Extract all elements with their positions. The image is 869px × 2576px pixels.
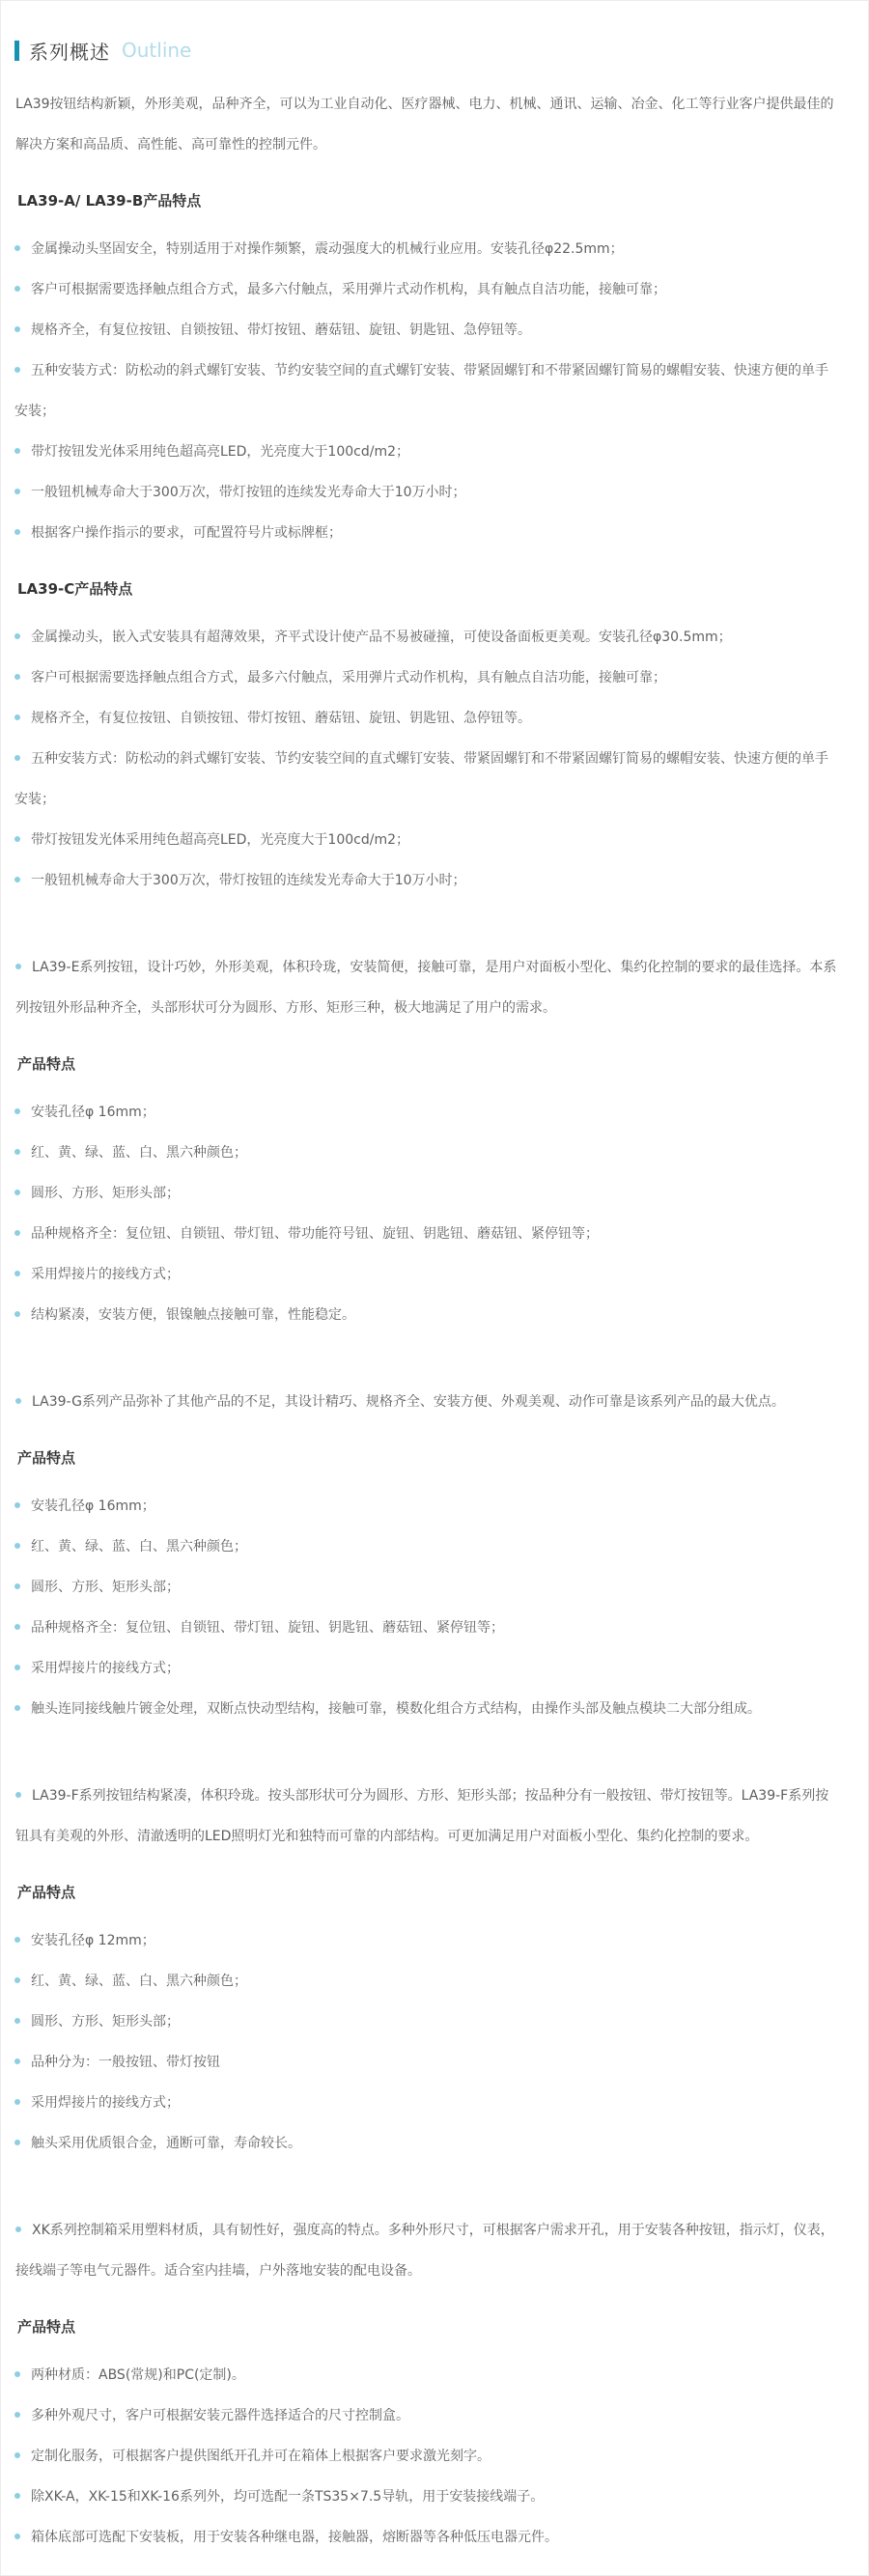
bullet-dot-icon	[14, 2018, 20, 2024]
intro-text: LA39按钮结构新颖，外形美观，品种齐全，可以为工业自动化、医疗器械、电力、机械、通讯、运输、冶金、化工等行业客户提供最佳的解决方案和高品质、高性能、高可靠性的控制元件。	[15, 97, 834, 153]
intro-text: XK系列控制箱采用塑料材质，具有韧性好，强度高的特点。多种外形尺寸，可根据客户需求开孔，用于安装各种按钮，指示灯，仪表，接线端子等电气元器件。适合室内挂墙，户外落地安装的配电设备。	[15, 2223, 834, 2279]
bullet-dot-icon	[14, 674, 20, 680]
feature-text: 多种外观尺寸，客户可根据安装元器件选择适合的尺寸控制盒。	[31, 2408, 409, 2423]
bullet-dot-icon	[14, 633, 20, 639]
bullet-dot-icon	[14, 1311, 20, 1317]
feature-item	[14, 860, 839, 901]
bullet-dot-icon	[14, 714, 20, 720]
feature-item	[14, 1526, 839, 1567]
feature-list	[14, 1920, 839, 2164]
feature-item	[14, 1689, 839, 1729]
intro-text: LA39-F系列按钮结构紧凑，体积玲珑。按头部形状可分为圆形、方形、矩形头部；按品种分有一般按钮、带灯按钮等。LA39-F系列按钮具有美观的外形、清澈透明的LED照明灯光和独特而可靠的内部结构。可更加满足用户对面板小型化、集约化控制的要求。	[15, 1788, 829, 1844]
bullet-dot-icon	[14, 836, 20, 842]
section-heading: 产品特点	[17, 1055, 76, 1073]
feature-item	[14, 698, 839, 739]
feature-item	[14, 432, 839, 472]
feature-text: 采用焊接片的接线方式；	[31, 1661, 180, 1676]
feature-item	[14, 820, 839, 860]
bullet-dot-icon	[14, 1230, 20, 1236]
feature-item	[14, 1961, 839, 2002]
feature-item	[14, 350, 839, 432]
series-intro	[15, 1382, 839, 1422]
section-heading: LA39-C产品特点	[17, 580, 133, 598]
feature-item	[14, 617, 839, 658]
bullet-dot-icon	[15, 1792, 21, 1798]
bullet-dot-icon	[14, 1271, 20, 1276]
feature-text: 安装孔径φ 16mm；	[31, 1105, 155, 1120]
feature-item	[14, 1254, 839, 1295]
feature-text: 金属操动头坚固安全，特别适用于对操作频繁，震动强度大的机械行业应用。安装孔径φ22.5mm；	[31, 241, 624, 257]
feature-text: 品种分为：一般按钮、带灯按钮	[31, 2055, 220, 2070]
bullet-dot-icon	[14, 1937, 20, 1943]
feature-item	[14, 1567, 839, 1608]
feature-list	[14, 617, 839, 901]
feature-text: 带灯按钮发光体采用纯色超高亮LED，光亮度大于100cd/m2；	[31, 444, 409, 460]
feature-text: 一般钮机械寿命大于300万次，带灯按钮的连续发光寿命大于10万小时；	[31, 485, 466, 500]
feature-item	[14, 1486, 839, 1526]
section-heading: 产品特点	[17, 2318, 76, 2336]
bullet-dot-icon	[14, 326, 20, 332]
feature-item	[14, 2083, 839, 2123]
feature-text: 带灯按钮发光体采用纯色超高亮LED，光亮度大于100cd/m2；	[31, 832, 409, 848]
feature-text: 一般钮机械寿命大于300万次，带灯按钮的连续发光寿命大于10万小时；	[31, 873, 466, 888]
bullet-dot-icon	[14, 1108, 20, 1114]
bullet-dot-icon	[14, 489, 20, 494]
feature-text: 圆形、方形、矩形头部；	[31, 2014, 180, 2030]
feature-text: 结构紧凑，安装方便，银镍触点接触可靠，性能稳定。	[31, 1307, 355, 1323]
bullet-dot-icon	[15, 2226, 21, 2232]
bullet-dot-icon	[14, 1665, 20, 1670]
feature-item	[14, 1173, 839, 1214]
feature-text: 规格齐全，有复位按钮、自锁按钮、带灯按钮、蘑菇钮、旋钮、钥匙钮、急停钮等。	[31, 711, 531, 726]
section-heading: 产品特点	[17, 1884, 76, 1901]
feature-text: 品种规格齐全：复位钮、自锁钮、带灯钮、旋钮、钥匙钮、蘑菇钮、紧停钮等；	[31, 1620, 504, 1636]
feature-item	[14, 1920, 839, 1961]
feature-item	[14, 2002, 839, 2042]
feature-list	[14, 229, 839, 553]
bullet-dot-icon	[14, 2452, 20, 2458]
intro-text: LA39-E系列按钮，设计巧妙，外形美观，体积玲珑，安装简便，接触可靠，是用户对面板小型化、集约化控制的要求的最佳选择。本系列按钮外形品种齐全，头部形状可分为圆形、方形、矩形三种，极大地满足了用户的需求。	[15, 960, 837, 1016]
feature-text: 箱体底部可选配下安装板，用于安装各种继电器，接触器，熔断器等各种低压电器元件。	[31, 2530, 558, 2545]
feature-item	[14, 269, 839, 310]
feature-item	[14, 1214, 839, 1254]
bullet-dot-icon	[14, 367, 20, 373]
bullet-dot-icon	[14, 2058, 20, 2064]
bullet-dot-icon	[14, 877, 20, 882]
bullet-dot-icon	[14, 1502, 20, 1508]
bullet-dot-icon	[14, 1583, 20, 1589]
feature-item	[14, 2436, 839, 2477]
bullet-dot-icon	[14, 1705, 20, 1711]
feature-item	[14, 513, 839, 553]
bullet-dot-icon	[14, 1543, 20, 1549]
bullet-dot-icon	[14, 245, 20, 251]
feature-item	[14, 310, 839, 350]
bullet-dot-icon	[14, 2371, 20, 2377]
bullet-dot-icon	[14, 755, 20, 761]
feature-text: 定制化服务，可根据客户提供图纸开孔并可在箱体上根据客户要求激光刻字。	[31, 2449, 491, 2464]
feature-item	[14, 2042, 839, 2083]
bullet-dot-icon	[14, 1149, 20, 1155]
feature-text: 品种规格齐全：复位钮、自锁钮、带灯钮、带功能符号钮、旋钮、钥匙钮、蘑菇钮、紧停钮等；	[31, 1226, 599, 1242]
feature-text: 根据客户操作指示的要求，可配置符号片或标牌框；	[31, 525, 342, 541]
bullet-dot-icon	[14, 1190, 20, 1195]
feature-item	[14, 1295, 839, 1335]
accent-bar-icon	[14, 41, 19, 61]
feature-text: 触头采用优质银合金，通断可靠，寿命较长。	[31, 2136, 301, 2151]
feature-text: 除XK-A，XK-15和XK-16系列外，均可选配一条TS35×7.5导轨，用于安装接线端子。	[31, 2489, 545, 2505]
feature-text: 红、黄、绿、蓝、白、黑六种颜色；	[31, 1974, 247, 1989]
feature-item	[14, 2477, 839, 2517]
feature-text: 红、黄、绿、蓝、白、黑六种颜色；	[31, 1539, 247, 1554]
feature-item	[14, 739, 839, 820]
feature-item	[14, 229, 839, 269]
feature-text: 红、黄、绿、蓝、白、黑六种颜色；	[31, 1145, 247, 1161]
bullet-dot-icon	[14, 1977, 20, 1983]
feature-item	[14, 1133, 839, 1173]
feature-text: 五种安装方式：防松动的斜式螺钉安装、节约安装空间的直式螺钉安装、带紧固螺钉和不带紧固螺钉简易的螺帽安装、快速方便的单手安装；	[14, 751, 828, 807]
feature-text: 圆形、方形、矩形头部；	[31, 1580, 180, 1595]
feature-item	[14, 2517, 839, 2558]
feature-item	[14, 1648, 839, 1689]
feature-text: 客户可根据需要选择触点组合方式，最多六付触点，采用弹片式动作机构，具有触点自洁功能，接触可靠；	[31, 282, 666, 297]
intro-paragraph	[15, 84, 839, 165]
bullet-dot-icon	[14, 2493, 20, 2499]
feature-list	[14, 2355, 839, 2558]
feature-text: 规格齐全，有复位按钮、自锁按钮、带灯按钮、蘑菇钮、旋钮、钥匙钮、急停钮等。	[31, 322, 531, 338]
content-body	[14, 84, 839, 2558]
bullet-dot-icon	[14, 286, 20, 292]
series-intro	[15, 947, 839, 1028]
bullet-dot-icon	[14, 2140, 20, 2145]
bullet-dot-icon	[14, 1624, 20, 1630]
bullet-dot-icon	[14, 448, 20, 454]
feature-list	[14, 1092, 839, 1335]
feature-item	[14, 2355, 839, 2395]
feature-text: 安装孔径φ 16mm；	[31, 1498, 155, 1514]
intro-text: LA39-G系列产品弥补了其他产品的不足，其设计精巧、规格齐全、安装方便、外观美观、动作可靠是该系列产品的最大优点。	[32, 1394, 785, 1410]
feature-text: 采用焊接片的接线方式；	[31, 2095, 180, 2111]
feature-text: 触头连同接线触片镀金处理，双断点快动型结构，接触可靠，模数化组合方式结构，由操作头部及触点模块二大部分组成。	[31, 1701, 761, 1717]
outline-header	[14, 38, 839, 63]
feature-item	[14, 2395, 839, 2436]
bullet-dot-icon	[14, 2099, 20, 2105]
section-heading: 产品特点	[17, 1449, 76, 1467]
feature-text: 金属操动头，嵌入式安装具有超薄效果，齐平式设计使产品不易被碰撞，可使设备面板更美观。安装孔径φ30.5mm；	[31, 630, 732, 645]
feature-text: 安装孔径φ 12mm；	[31, 1933, 155, 1948]
bullet-dot-icon	[14, 529, 20, 535]
feature-text: 采用焊接片的接线方式；	[31, 1267, 180, 1282]
feature-item	[14, 1608, 839, 1648]
feature-item	[14, 1092, 839, 1133]
feature-text: 五种安装方式：防松动的斜式螺钉安装、节约安装空间的直式螺钉安装、带紧固螺钉和不带紧固螺钉简易的螺帽安装、快速方便的单手安装；	[14, 363, 828, 419]
section-heading: LA39-A/ LA39-B产品特点	[17, 192, 202, 210]
bullet-dot-icon	[15, 964, 21, 969]
feature-text: 两种材质：ABS(常规)和PC(定制)。	[31, 2367, 245, 2383]
bullet-dot-icon	[14, 2534, 20, 2539]
feature-item	[14, 658, 839, 698]
feature-text: 圆形、方形、矩形头部；	[31, 1186, 180, 1201]
series-intro	[15, 2210, 839, 2291]
bullet-dot-icon	[14, 2412, 20, 2418]
page-title: 系列概述	[29, 40, 110, 64]
feature-list	[14, 1486, 839, 1729]
feature-text: 客户可根据需要选择触点组合方式，最多六付触点，采用弹片式动作机构，具有触点自洁功能，接触可靠；	[31, 670, 666, 686]
page-subtitle: Outline	[122, 39, 192, 62]
feature-item	[14, 472, 839, 513]
series-intro	[15, 1776, 839, 1857]
feature-item	[14, 2123, 839, 2164]
bullet-dot-icon	[15, 1398, 21, 1404]
